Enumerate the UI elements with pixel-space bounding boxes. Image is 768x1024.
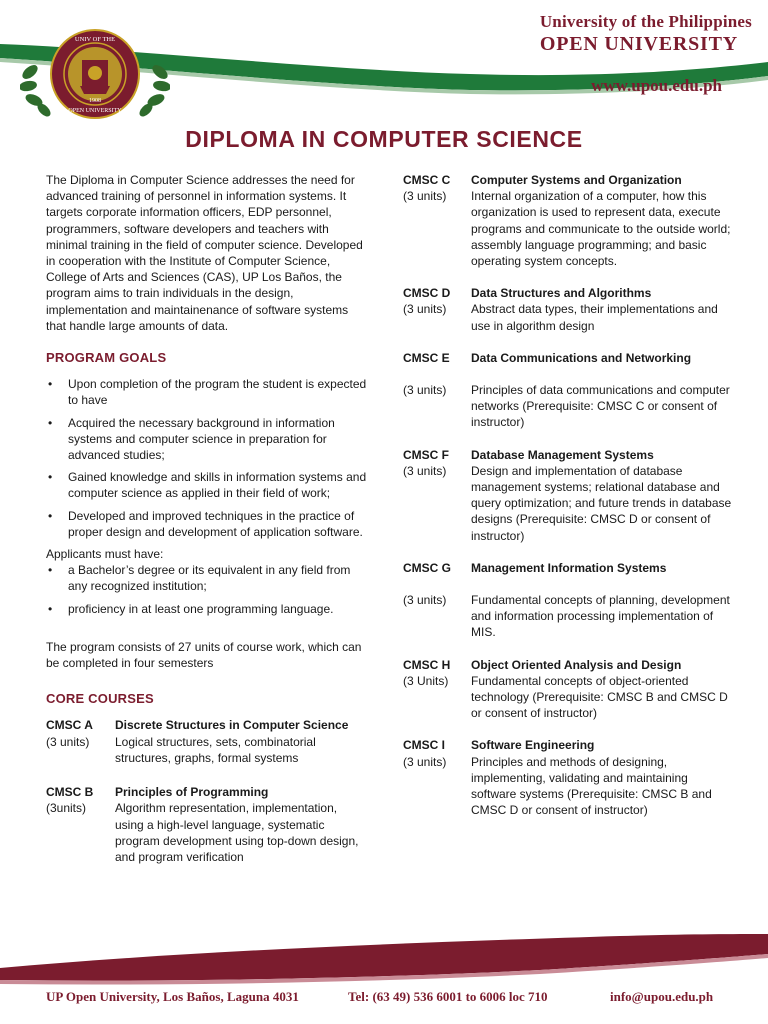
course-code: CMSC I	[403, 738, 445, 753]
course-description: Internal organization of a computer, how this organization is used to represent data, execute programs and communicate to the outside world; assembly language programming; and basic operating system concepts.	[471, 189, 731, 269]
course-code: CMSC F	[403, 447, 449, 462]
course-units: (3 units)	[46, 734, 90, 749]
unit-name: OPEN UNIVERSITY	[539, 33, 738, 55]
applicants-list	[46, 562, 368, 617]
goal-item: • Developed and improved techniques in the practice of proper design and development of application software.	[46, 508, 368, 540]
svg-text:OPEN UNIVERSITY: OPEN UNIVERSITY	[68, 108, 122, 114]
course-units: (3 units)	[403, 593, 447, 608]
course-description: Principles of data communications and computer networks (Prerequisite: CMSC C or consent of instructor)	[471, 383, 730, 430]
course-item	[46, 717, 368, 766]
applicant-requirement: • a Bachelor’s degree or its equivalent in any field from any recognized institution;	[46, 562, 368, 594]
course-code: CMSC E	[403, 350, 450, 365]
course-description: Logical structures, sets, combinatorial structures, graphs, formal systems	[115, 734, 316, 765]
course-description: Abstract data types, their implementations and use in algorithm design	[471, 302, 718, 333]
course-description: Fundamental concepts of planning, development and information processing implementation of MIS.	[471, 593, 730, 640]
goal-item: • Acquired the necessary background in information systems and computer science in preparation for advanced studies;	[46, 415, 368, 464]
course-item	[403, 350, 733, 431]
course-title: Data Communications and Networking	[471, 350, 692, 365]
program-total-text: The program consists of 27 units of course work, which can be completed in four semesters	[46, 639, 362, 671]
university-name: University of the Philippines	[539, 12, 752, 31]
intro-paragraph: The Diploma in Computer Science addresses the need for advanced training of personnel in information systems. It targets corporate information officers, EDP personnel, programmers, software developers and teachers with minimal training in the field of computer science. Developed in cooperation with the Institute of Computer Science, College of Arts and Sciences (CAS), UP Los Baños, the program aims to train individuals in the design, implementation and maintainenance of software systems that handle large amounts of data.	[46, 173, 363, 333]
course-item	[403, 285, 733, 334]
page-header	[0, 0, 768, 120]
program-goals-heading: PROGRAM GOALS	[46, 350, 167, 366]
footer-swoosh	[0, 920, 768, 1024]
course-units: (3 units)	[403, 383, 447, 398]
page-footer	[0, 920, 768, 1024]
course-code: CMSC H	[403, 657, 451, 672]
course-description: Fundamental concepts of object-oriented technology (Prerequisite: CMSC B and CMSC D or consent of instructor)	[471, 673, 728, 721]
page-title: DIPLOMA IN COMPUTER SCIENCE	[185, 126, 583, 152]
svg-text:UNIV OF THE: UNIV OF THE	[74, 36, 116, 43]
left-column	[46, 172, 368, 879]
course-code: CMSC D	[403, 286, 451, 301]
course-item	[46, 784, 368, 865]
core-courses-heading: CORE COURSES	[46, 691, 154, 707]
course-code: CMSC C	[403, 173, 451, 187]
footer-telephone: Tel: (63 49) 536 6001 to 6006 loc 710	[348, 989, 548, 1004]
course-title: Software Engineering	[471, 738, 595, 753]
course-description: Design and implementation of database management systems; relational database and query optimization; and future trends in database designs (Prerequisite: CMSC D or consent of instructor)	[471, 463, 732, 543]
course-item	[403, 172, 733, 269]
course-units: (3 units)	[403, 189, 447, 204]
course-units: (3 Units)	[403, 673, 449, 688]
course-item	[403, 447, 733, 544]
goal-item: • Upon completion of the program the student is expected to have	[46, 376, 368, 408]
course-title: Database Management Systems	[471, 447, 654, 462]
course-title: Computer Systems and Organization	[471, 173, 682, 187]
course-title: Data Structures and Algorithms	[471, 286, 652, 301]
course-item	[403, 560, 733, 641]
footer-email-link[interactable]: info@upou.edu.ph	[610, 989, 714, 1004]
course-title: Management Information Systems	[471, 560, 667, 575]
course-units: (3 units)	[403, 302, 447, 317]
goal-item: • Gained knowledge and skills in information systems and computer science as applied in their field of work;	[46, 469, 368, 501]
program-goals-list	[46, 376, 368, 540]
course-units: (3units)	[46, 801, 87, 816]
course-title: Discrete Structures in Computer Science	[115, 718, 349, 733]
right-column	[403, 172, 733, 833]
course-item	[403, 657, 733, 722]
course-description: Algorithm representation, implementation, using a high-level language, systematic program development using top-down design, and program verification	[115, 801, 359, 864]
footer-address: UP Open University, Los Baños, Laguna 4031	[46, 989, 299, 1004]
course-item	[403, 737, 733, 818]
university-name-block	[540, 12, 752, 56]
applicants-lead: Applicants must have:	[46, 547, 164, 562]
website-link[interactable]: www.upou.edu.ph	[591, 76, 722, 95]
course-title: Principles of Programming	[115, 785, 269, 800]
svg-text:1908: 1908	[89, 98, 101, 104]
course-code: CMSC B	[46, 785, 94, 800]
course-title: Object Oriented Analysis and Design	[471, 657, 682, 672]
applicant-requirement: • proficiency in at least one programming language.	[46, 601, 368, 617]
course-code: CMSC A	[46, 718, 93, 733]
course-units: (3 units)	[403, 754, 447, 769]
course-code: CMSC G	[403, 560, 451, 575]
course-units: (3 units)	[403, 463, 447, 478]
course-description: Principles and methods of designing, implementing, validating and maintaining software systems (Prerequisite: CMSC B and CMSC D or consent of instructor)	[471, 754, 712, 818]
up-seal-logo	[20, 24, 170, 120]
